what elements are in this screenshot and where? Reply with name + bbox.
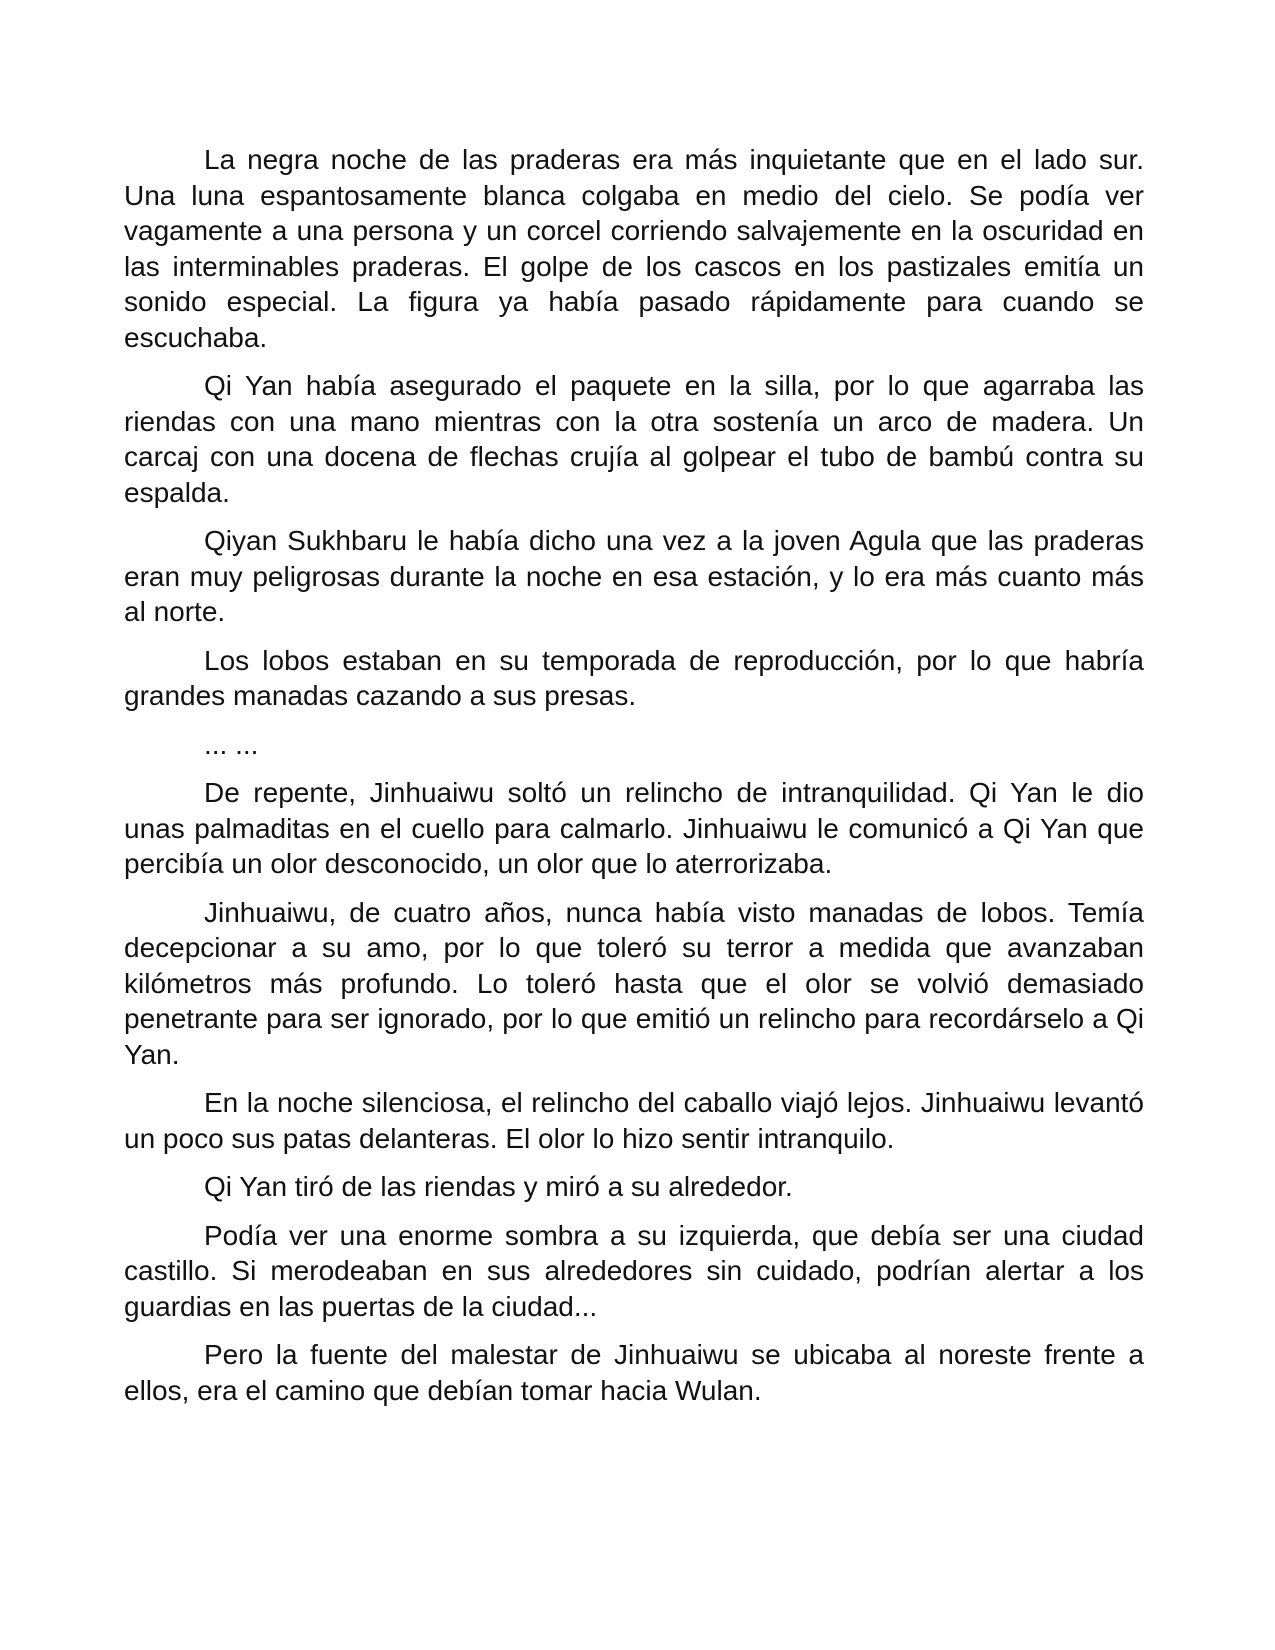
paragraph-5: De repente, Jinhuaiwu soltó un relincho de intranquilidad. Qi Yan le dio unas palmaditas en el cuello para calmarlo. Jinhuaiwu le comunicó a Qi Yan que percibía un olor desconocido, un olor que lo aterrorizaba.: [124, 777, 1144, 879]
paragraph-7: En la noche silenciosa, el relincho del caballo viajó lejos. Jinhuaiwu levantó un poco sus patas delanteras. El olor lo hizo sentir intranquilo.: [124, 1087, 1144, 1154]
paragraph-4: Los lobos estaban en su temporada de reproducción, por lo que habría grandes manadas cazando a sus presas.: [124, 644, 1144, 711]
paragraph-10: Pero la fuente del malestar de Jinhuaiwu se ubicaba al noreste frente a ellos, era el camino que debían tomar hacia Wulan.: [124, 1339, 1144, 1406]
paragraph-2: Qi Yan había asegurado el paquete en la silla, por lo que agarraba las riendas con una mano mientras con la otra sostenía un arco de madera. Un carcaj con una docena de flechas crujía al golpear el tubo de bambú contra su espalda.: [124, 370, 1144, 508]
paragraph-3: Qiyan Sukhbaru le había dicho una vez a la joven Agula que las praderas eran muy peligrosas durante la noche en esa estación, y lo era más cuanto más al norte.: [124, 525, 1144, 627]
paragraph-8: Qi Yan tiró de las riendas y miró a su alrededor.: [204, 1171, 793, 1202]
document-page: [124, 142, 1144, 1421]
paragraph-6: Jinhuaiwu, de cuatro años, nunca había visto manadas de lobos. Temía decepcionar a su amo, por lo que toleró su terror a medida que avanzaban kilómetros más profundo. Lo toleró hasta que el olor se volvió demasiado penetrante para ser ignorado, por lo que emitió un relincho para recordárselo a Qi Yan.: [124, 896, 1144, 1070]
paragraph-9: Podía ver una enorme sombra a su izquierda, que debía ser una ciudad castillo. Si merodeaban en sus alrededores sin cuidado, podrían alertar a los guardias en las puertas de la ciudad...: [124, 1219, 1144, 1322]
paragraph-1: La negra noche de las praderas era más inquietante que en el lado sur. Una luna espantosamente blanca colgaba en medio del cielo. Se podía ver vagamente a una persona y un corcel corriendo salvajemente en la oscuridad en las interminables praderas. El golpe de los cascos en los pastizales emitía un sonido especial. La figura ya había pasado rápidamente para cuando se escuchaba.: [124, 144, 1144, 353]
scene-break: ... ...: [204, 728, 259, 760]
